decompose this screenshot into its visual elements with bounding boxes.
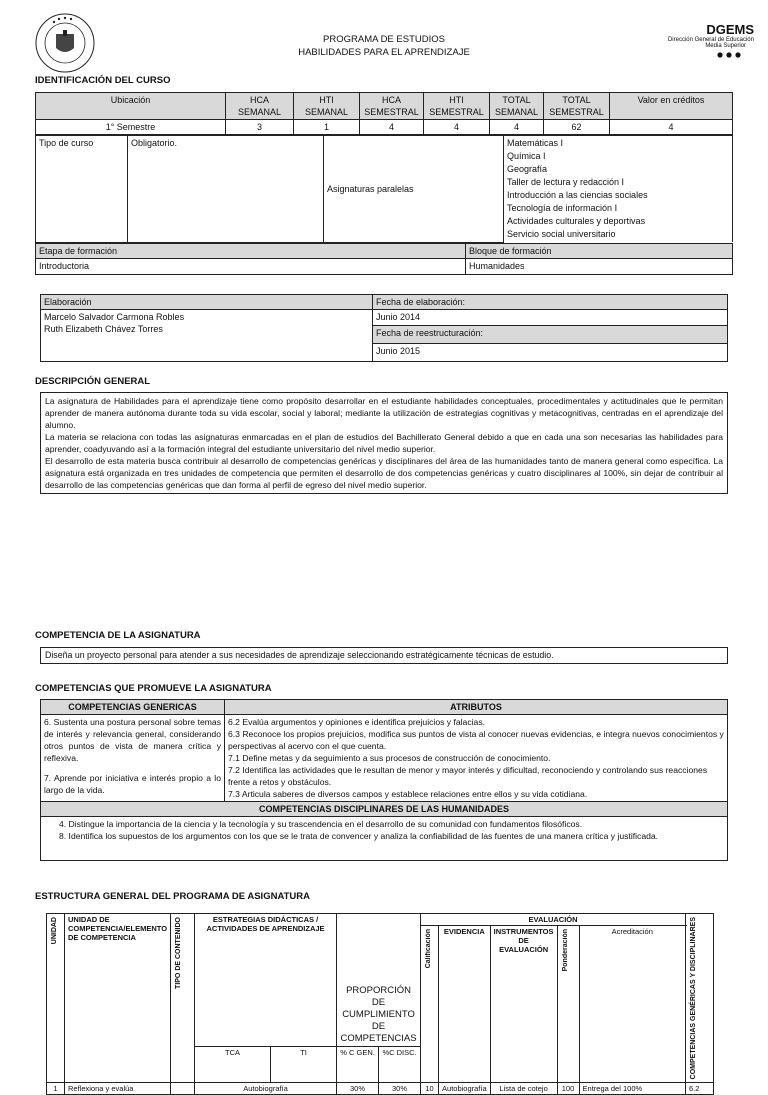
col-unidad: UNIDAD xyxy=(51,917,58,945)
td-hca-semestral: 4 xyxy=(360,120,424,135)
tipo-curso-label: Tipo de curso xyxy=(36,136,128,243)
col-ponderacion: Ponderación xyxy=(561,929,569,972)
dgems-line2: Media Superior xyxy=(705,43,746,49)
paralela-item: Taller de lectura y redacción I xyxy=(507,177,625,187)
th-total-semanal: TOTAL SEMANAL xyxy=(490,93,544,120)
section-identificacion: IDENTIFICACIÓN DEL CURSO xyxy=(35,75,171,86)
td-hca-semanal: 3 xyxy=(226,120,294,135)
elaboracion-table xyxy=(40,294,728,362)
td-ubicacion: 1° Semestre xyxy=(36,120,226,135)
genericas-cell xyxy=(41,715,225,802)
atributo-item: 7.1 Define metas y da seguimiento a sus procesos de construcción de conocimiento. xyxy=(228,753,551,763)
fecha-elaboracion-label: Fecha de elaboración: xyxy=(373,295,728,310)
section-estructura: ESTRUCTURA GENERAL DEL PROGRAMA DE ASIGNATURA xyxy=(35,891,310,902)
identificacion-table xyxy=(35,92,733,135)
th-hti-semanal: HTI SEMANAL xyxy=(294,93,360,120)
tipo-curso-value: Obligatorio. xyxy=(128,136,324,243)
paralela-item: Química I xyxy=(507,151,546,161)
col-pct-gen: % C GEN. xyxy=(337,1047,379,1083)
paralela-item: Introducción a las ciencias sociales xyxy=(507,190,648,200)
row-pct-disc: 30% xyxy=(379,1083,421,1095)
col-estrategias: ESTRATEGIAS DIDÁCTICAS / ACTIVIDADES DE APRENDIZAJE xyxy=(195,914,337,1047)
generica-6: 6. Sustenta una postura personal sobre temas de interés y relevancia general, considerando otros puntos de vista de manera crítica y reflexiva. xyxy=(44,717,221,763)
bloque-formacion-label: Bloque de formación xyxy=(466,243,733,258)
atributo-item: 7.2 Identifica las actividades que le resultan de menor y mayor interés y dificultad, reconociendo y controlando sus reacciones frente a retos y obstáculos. xyxy=(228,765,708,787)
bloque-formacion-value: Humanidades xyxy=(466,258,733,274)
asignaturas-paralelas-label: Asignaturas paralelas xyxy=(324,136,504,243)
row-ponderacion: 100 xyxy=(557,1083,579,1095)
program-title: PROGRAMA DE ESTUDIOS xyxy=(323,34,445,45)
section-competencia: COMPETENCIA DE LA ASIGNATURA xyxy=(35,630,201,641)
paralela-item: Geografía xyxy=(507,164,548,174)
th-genericas: COMPETENCIAS GENERICAS xyxy=(41,700,225,715)
col-proporcion: PROPORCIÓN DE CUMPLIMIENTO DE COMPETENCIAS xyxy=(337,914,421,1047)
td-hti-semanal: 1 xyxy=(294,120,360,135)
dgems-line1: Dirección General de Educación xyxy=(667,37,754,43)
col-calificacion: Calificación xyxy=(425,929,433,969)
row-tipo-contenido xyxy=(171,1083,195,1095)
col-competencias: COMPETENCIAS GENÉRICAS Y DISCIPLINARES xyxy=(690,917,697,1080)
competencia-text: Diseña un proyecto personal para atender a sus necesidades de aprendizaje seleccionando estratégicamente técnicas de estudio. xyxy=(45,650,554,660)
td-hti-semestral: 4 xyxy=(424,120,490,135)
atributos-cell xyxy=(225,715,728,802)
fecha-reestructuracion-value: Junio 2015 xyxy=(373,344,728,362)
etapa-formacion-value: Introductoria xyxy=(36,258,466,274)
th-atributos: ATRIBUTOS xyxy=(225,700,728,715)
col-evidencia: EVIDENCIA xyxy=(439,926,491,1083)
col-evaluacion: EVALUACIÓN xyxy=(421,914,686,926)
row-acreditacion: Entrega del 100% xyxy=(579,1083,685,1095)
col-ti: TI xyxy=(271,1047,337,1083)
col-instrumentos: INSTRUMENTOS DE EVALUACIÓN xyxy=(490,926,557,1083)
fecha-elaboracion-value: Junio 2014 xyxy=(373,310,728,326)
th-hca-semanal: HCA SEMANAL xyxy=(226,93,294,120)
row-competencias: 6.2 xyxy=(686,1083,714,1095)
section-promueve: COMPETENCIAS QUE PROMUEVE LA ASIGNATURA xyxy=(35,683,272,694)
td-total-semanal: 4 xyxy=(490,120,544,135)
asignaturas-paralelas-list xyxy=(504,136,733,243)
competencia-box xyxy=(40,647,728,664)
descripcion-p2: La materia se relaciona con todas las asignaturas enmarcadas en el plan de estudios del Bachillerato General debido a que en cada una son necesarias las habilidades para aprender, coadyuvando así a la formación integral del estudiante universitario del nivel medio superior. xyxy=(45,432,723,454)
fecha-reestructuracion-label: Fecha de reestructuración: xyxy=(373,326,728,344)
row-unidad-competencia: Reflexiona y evalúa xyxy=(65,1083,171,1095)
estructura-table xyxy=(46,913,714,1095)
th-hca-semestral: HCA SEMESTRAL xyxy=(360,93,424,120)
descripcion-p3: El desarrollo de esta materia busca contribuir al desarrollo de competencias genéricas y disciplinares del área de las humanidades tanto de manera general como específica. La asignatura está organizada en tres unidades de competencia que permiten el desarrollo de dos competencias genéricas y cuatro disciplinares al 100%, sin dejar de contribuir al desarrollo de las competencias genéricas que dan forma al perfil de egreso del nivel medio superior. xyxy=(45,456,723,490)
dgems-dots-icon xyxy=(668,50,744,60)
atributo-item: 6.2 Evalúa argumentos y opiniones e identifica prejuicios y falacias. xyxy=(228,717,486,727)
col-tipo-contenido: TIPO DE CONTENIDO xyxy=(175,917,183,989)
row-unidad: 1 xyxy=(47,1083,65,1095)
th-disciplinares: COMPETENCIAS DISCIPLINARES DE LAS HUMANIDADES xyxy=(41,802,728,817)
td-total-semestral: 62 xyxy=(544,120,610,135)
disciplinares-cell xyxy=(41,817,728,861)
autores-cell xyxy=(41,310,373,362)
th-creditos: Valor en créditos xyxy=(610,93,733,120)
descripcion-box xyxy=(40,392,728,494)
th-total-semestral: TOTAL SEMESTRAL xyxy=(544,93,610,120)
section-descripcion: DESCRIPCIÓN GENERAL xyxy=(35,376,151,387)
paralela-item: Matemáticas I xyxy=(507,138,564,148)
row-instrumentos: Lista de cotejo xyxy=(490,1083,557,1095)
autor-1: Marcelo Salvador Carmona Robles xyxy=(44,312,185,322)
paralela-item: Servicio social universitario xyxy=(507,229,616,239)
university-seal xyxy=(34,12,96,74)
subject-title: HABILIDADES PARA EL APRENDIZAJE xyxy=(298,47,470,58)
paralela-item: Tecnología de información I xyxy=(507,203,618,213)
descripcion-p1: La asignatura de Habilidades para el aprendizaje tiene como propósito desarrollar en el estudiante habilidades conceptuales, procedimentales y actitudinales que le permitan aprender de manera autónoma durante toda su vida escolar, social y laboral; mediante la utilización de estrategias cognitivas y metacognitivas, centradas en el aprendizaje del alumno. xyxy=(45,396,723,430)
atributo-item: 7.3 Articula saberes de diversos campos y establece relaciones entre ellos y su vida cotidiana. xyxy=(228,789,588,799)
competencias-table xyxy=(40,699,728,861)
row-estrategias: Autobiografía xyxy=(195,1083,337,1095)
th-hti-semestral: HTI SEMESTRAL xyxy=(424,93,490,120)
elaboracion-label: Elaboración xyxy=(41,295,373,310)
col-acreditacion: Acreditación xyxy=(579,926,685,1083)
autor-2: Ruth Elizabeth Chávez Torres xyxy=(44,324,163,334)
col-pct-disc: %C DISC. xyxy=(379,1047,421,1083)
generica-7: 7. Aprende por iniciativa e interés propio a lo largo de la vida. xyxy=(44,773,221,795)
row-calificacion: 10 xyxy=(421,1083,439,1095)
disciplinar-item: 4. Distingue la importancia de la ciencia y la tecnología y su trascendencia en el desarrollo de su comunidad con fundamentos filosóficos. xyxy=(59,819,583,829)
etapa-formacion-label: Etapa de formación xyxy=(36,243,466,258)
th-ubicacion: Ubicación xyxy=(36,93,226,120)
col-tca: TCA xyxy=(195,1047,271,1083)
paralela-item: Actividades culturales y deportivas xyxy=(507,216,646,226)
td-creditos: 4 xyxy=(610,120,733,135)
dgems-logo-text: DGEMS xyxy=(706,22,754,37)
atributo-item: 6.3 Reconoce los propios prejuicios, modifica sus puntos de vista al conocer nuevas evidencias, e integra nuevos conocimientos y perspectivas al acervo con el que cuenta. xyxy=(228,729,724,751)
row-pct-gen: 30% xyxy=(337,1083,379,1095)
row-evidencia: Autobiografía xyxy=(439,1083,491,1095)
disciplinar-item: 8. Identifica los supuestos de los argumentos con los que se le trata de convencer y analiza la confiabilidad de las fuentes de una manera crítica y justificada. xyxy=(59,831,659,841)
col-unidad-competencia: UNIDAD DE COMPETENCIA/ELEMENTO DE COMPETENCIA xyxy=(65,914,171,1083)
